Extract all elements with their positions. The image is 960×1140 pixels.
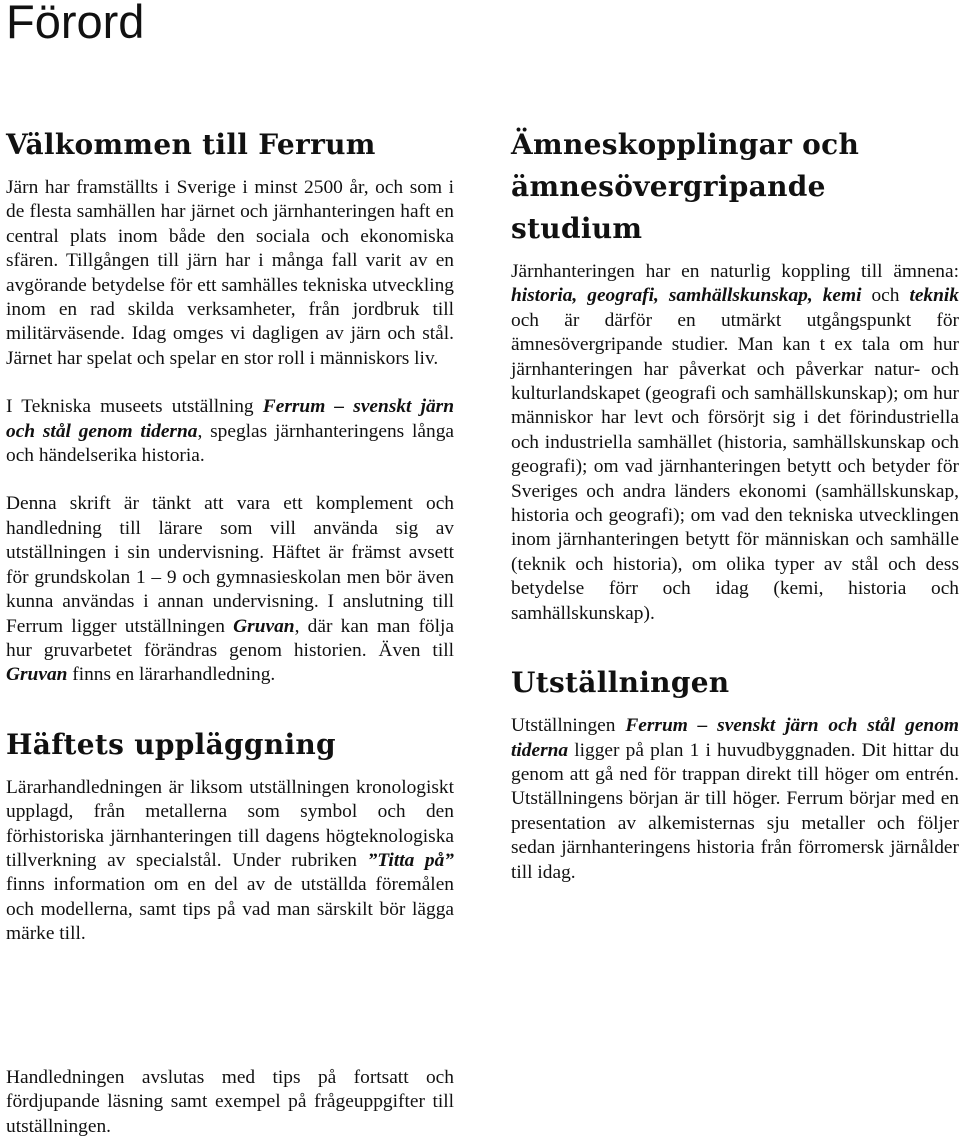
text-run: finns en lärarhandledning. [67,664,276,686]
right-column [511,124,959,885]
text-run: finns information om en del av de utställda föremålen och modellerna, samt tips på vad man särskilt bör lägga märke till. [6,874,454,945]
text-run: , där kan man följa hur gruvarbetet förändras genom historien. Även till [6,615,454,661]
exhibition-name-emphasis: Ferrum – svenskt järn och stål genom tiderna [6,396,455,442]
paragraph-intro: Järn har framställts i Sverige i minst 2500 år, och som i de flesta samhällen har järnet och järnhanteringen haft en central plats inom både den sociala och ekonomiska sfären. Tillgången till järn har i många fall varit av en avgörande betydelse för ett samhälles tekniska utveckling inom en rad skilda verksamheter, från jordbruk till militärväsende. Idag omges vi dagligen av järn och stål. Järnet har spelat och spelar en stor roll i människors liv. [6,177,454,369]
text-run: Utställningen [511,715,626,737]
text-run: ligger på plan 1 i huvudbyggnaden. Dit hittar du genom att gå ned för trappan direkt till höger om entrén. Utställningens början är till höger. Ferrum börjar med en presentation av alkemisternas sju metaller och följer sedan järnhanteringens historia från förromersk järnålder till idag. [511,739,959,883]
teknik-emphasis: teknik [909,285,959,307]
gruvan-emphasis: Gruvan [233,615,295,637]
heading-line: Ämneskopplingar och [511,128,860,161]
section-heading-utstallningen: Utställningen [511,666,730,700]
page-title: Förord [6,0,145,48]
paragraph-exhibition [6,395,454,468]
text-run: I Tekniska museets utställning [6,396,263,418]
text-run: och är därför en utmärkt utgångspunkt för ämnesövergripande studier. Man kan t ex tala om hur järnhanteringen har påverkat och påverkar natur- och kulturlandskapet (geografi och samhällskunskap); om hur människor har levt och försörjt sig i det förindustriella och industriella samhället (historia, samhällskunskap och geografi); om vad järnhanteringen betytt och betyder för Sveriges och andra länders ekonomi (samhällskunskap, historia och geografi); om vad den tekniska utvecklingen inom järnhanteringen betytt för människan och samhälle (teknik och historia), om olika typer av stål och dess betydelse förr och idag (kemi, historia och samhällskunskap). [511,309,959,624]
paragraph-location [511,714,959,885]
text-run: Järnhanteringen har en naturlig koppling till ämnena: [511,261,959,282]
text-run: och [861,285,910,307]
paragraph-structure [6,776,454,947]
titta-pa-emphasis: ”Titta på” [367,849,454,871]
left-column [6,124,454,947]
text-run: , speglas järnhanteringens långa och händelserika historia. [6,420,454,467]
exhibition-name-emphasis: Ferrum – svenskt järn och stål genom tiderna [511,715,959,761]
text-run: Lärarhandledningen är liksom utställningen kronologiskt upplagd, från metallerna som symbol och den förhistoriska järnhanteringen till dagens högteknologiska tillverkning av specialstål. Under rubriken [6,776,454,871]
paragraph-subjects [511,260,959,626]
subjects-emphasis: historia, geografi, samhällskunskap, kemi [511,285,862,307]
section-heading-valkommen: Välkommen till Ferrum [6,128,376,161]
paragraph-purpose [6,492,454,687]
section-heading-upplaggning: Häftets uppläggning [6,727,336,761]
heading-line: ämnesövergripande studium [511,170,826,245]
paragraph-closing: Handledningen avslutas med tips på fortsatt och fördjupande läsning samt exempel på frågeuppgifter till utställningen. [6,1067,454,1137]
gruvan-emphasis: Gruvan [6,664,68,686]
section-heading-amneskopplingar [511,124,959,250]
text-run: Denna skrift är tänkt att vara ett komplement och handledning till lärare som vill använda sig av utställningen i sin undervisning. Häftet är främst avsett för grundskolan 1 – 9 och gymnasieskolan men bör även kunna användas i annan undervisning. I anslutning till Ferrum ligger utställningen [6,493,454,637]
